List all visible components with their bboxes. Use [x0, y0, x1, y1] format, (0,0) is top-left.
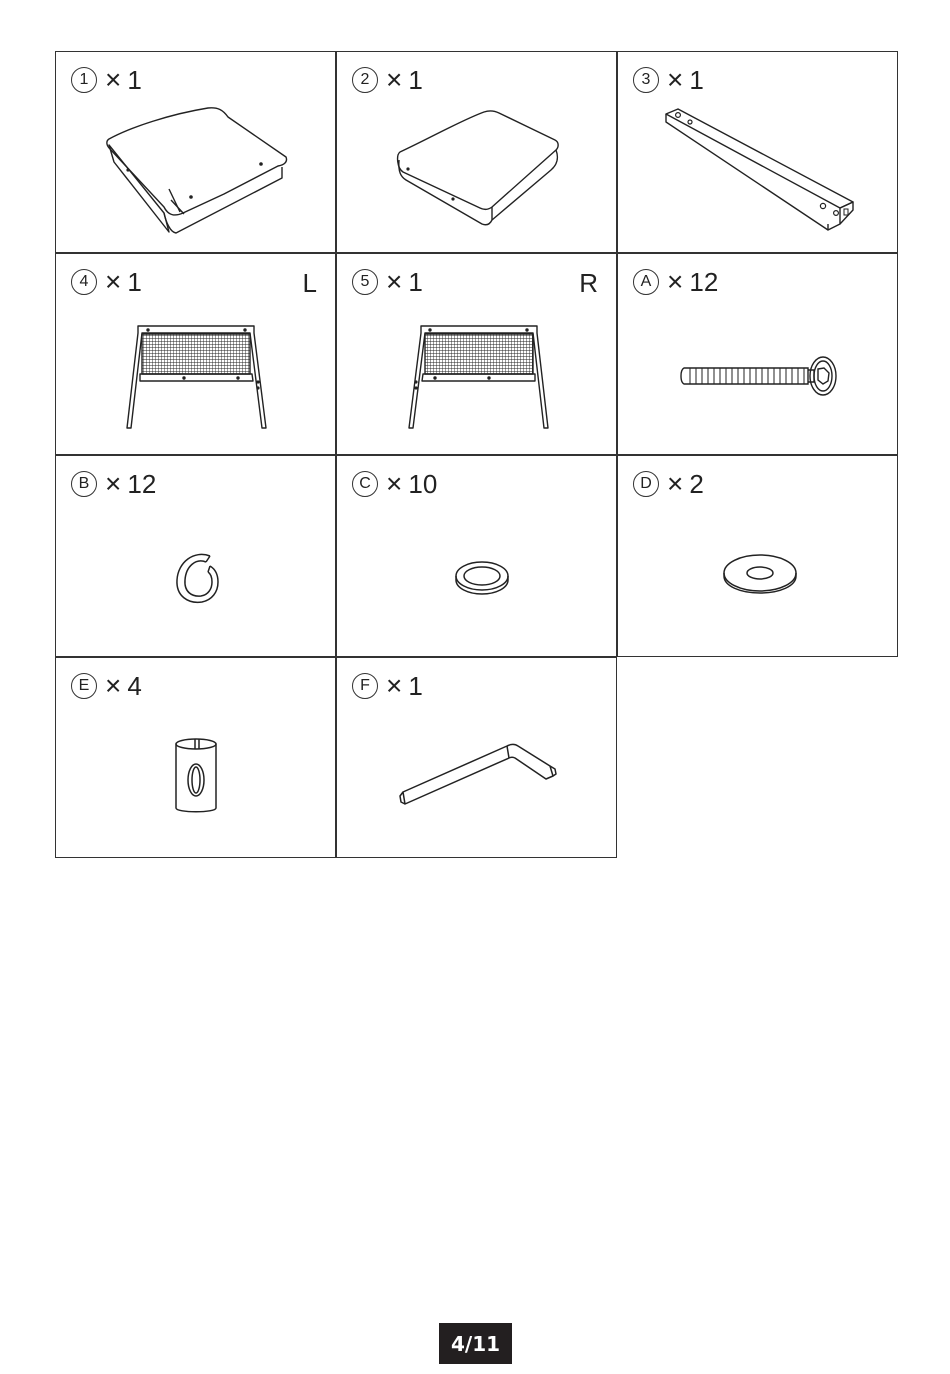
part-quantity: 1 — [408, 65, 423, 95]
barrel-nut-icon — [56, 658, 337, 859]
part-cell-3 — [617, 51, 898, 253]
spring-washer-icon — [56, 456, 337, 658]
part-label: 4 × 1 — [71, 268, 142, 296]
part-mark: A — [633, 269, 659, 295]
part-quantity: 1 — [689, 65, 704, 95]
part-cell-4 — [55, 253, 336, 455]
part-cell-b — [55, 455, 336, 657]
part-mark: 2 — [352, 67, 378, 93]
part-label: A × 12 — [633, 268, 718, 296]
part-quantity: 12 — [127, 469, 157, 499]
part-label: F × 1 — [352, 672, 423, 700]
part-label: C × 10 — [352, 470, 437, 498]
backrest-icon — [56, 52, 337, 254]
part-mark: D — [633, 471, 659, 497]
part-quantity: 1 — [408, 267, 423, 297]
crossbar-icon — [618, 52, 899, 254]
part-quantity: 4 — [127, 671, 142, 701]
part-cell-5 — [336, 253, 617, 455]
part-quantity: 12 — [689, 267, 719, 297]
part-label: 3 × 1 — [633, 66, 704, 94]
part-label: D × 2 — [633, 470, 704, 498]
seat-cushion-icon — [337, 52, 618, 254]
part-quantity: 2 — [689, 469, 704, 499]
part-label: 1 × 1 — [71, 66, 142, 94]
side-label: L — [302, 268, 317, 298]
flat-washer-icon — [337, 456, 618, 658]
part-label: 5 × 1 — [352, 268, 423, 296]
right-frame-icon — [337, 254, 618, 456]
part-cell-f — [336, 657, 617, 858]
part-cell-d — [617, 455, 898, 657]
part-quantity: 1 — [127, 65, 142, 95]
part-cell-c — [336, 455, 617, 657]
left-frame-icon — [56, 254, 337, 456]
part-mark: 1 — [71, 67, 97, 93]
part-mark: 3 — [633, 67, 659, 93]
part-cell-2 — [336, 51, 617, 253]
part-mark: E — [71, 673, 97, 699]
part-mark: B — [71, 471, 97, 497]
part-mark: C — [352, 471, 378, 497]
part-cell-e — [55, 657, 336, 858]
part-cell-1 — [55, 51, 336, 253]
part-label: E × 4 — [71, 672, 142, 700]
bolt-icon — [618, 254, 899, 456]
part-mark: 5 — [352, 269, 378, 295]
part-quantity: 1 — [127, 267, 142, 297]
side-label: R — [579, 268, 598, 298]
part-cell-a — [617, 253, 898, 455]
part-label: B × 12 — [71, 470, 156, 498]
page-number-badge: 4/11 — [439, 1323, 512, 1364]
part-mark: 4 — [71, 269, 97, 295]
allen-key-icon — [337, 658, 618, 859]
part-mark: F — [352, 673, 378, 699]
part-label: 2 × 1 — [352, 66, 423, 94]
part-quantity: 10 — [408, 469, 438, 499]
large-washer-icon — [618, 456, 899, 658]
part-quantity: 1 — [408, 671, 423, 701]
